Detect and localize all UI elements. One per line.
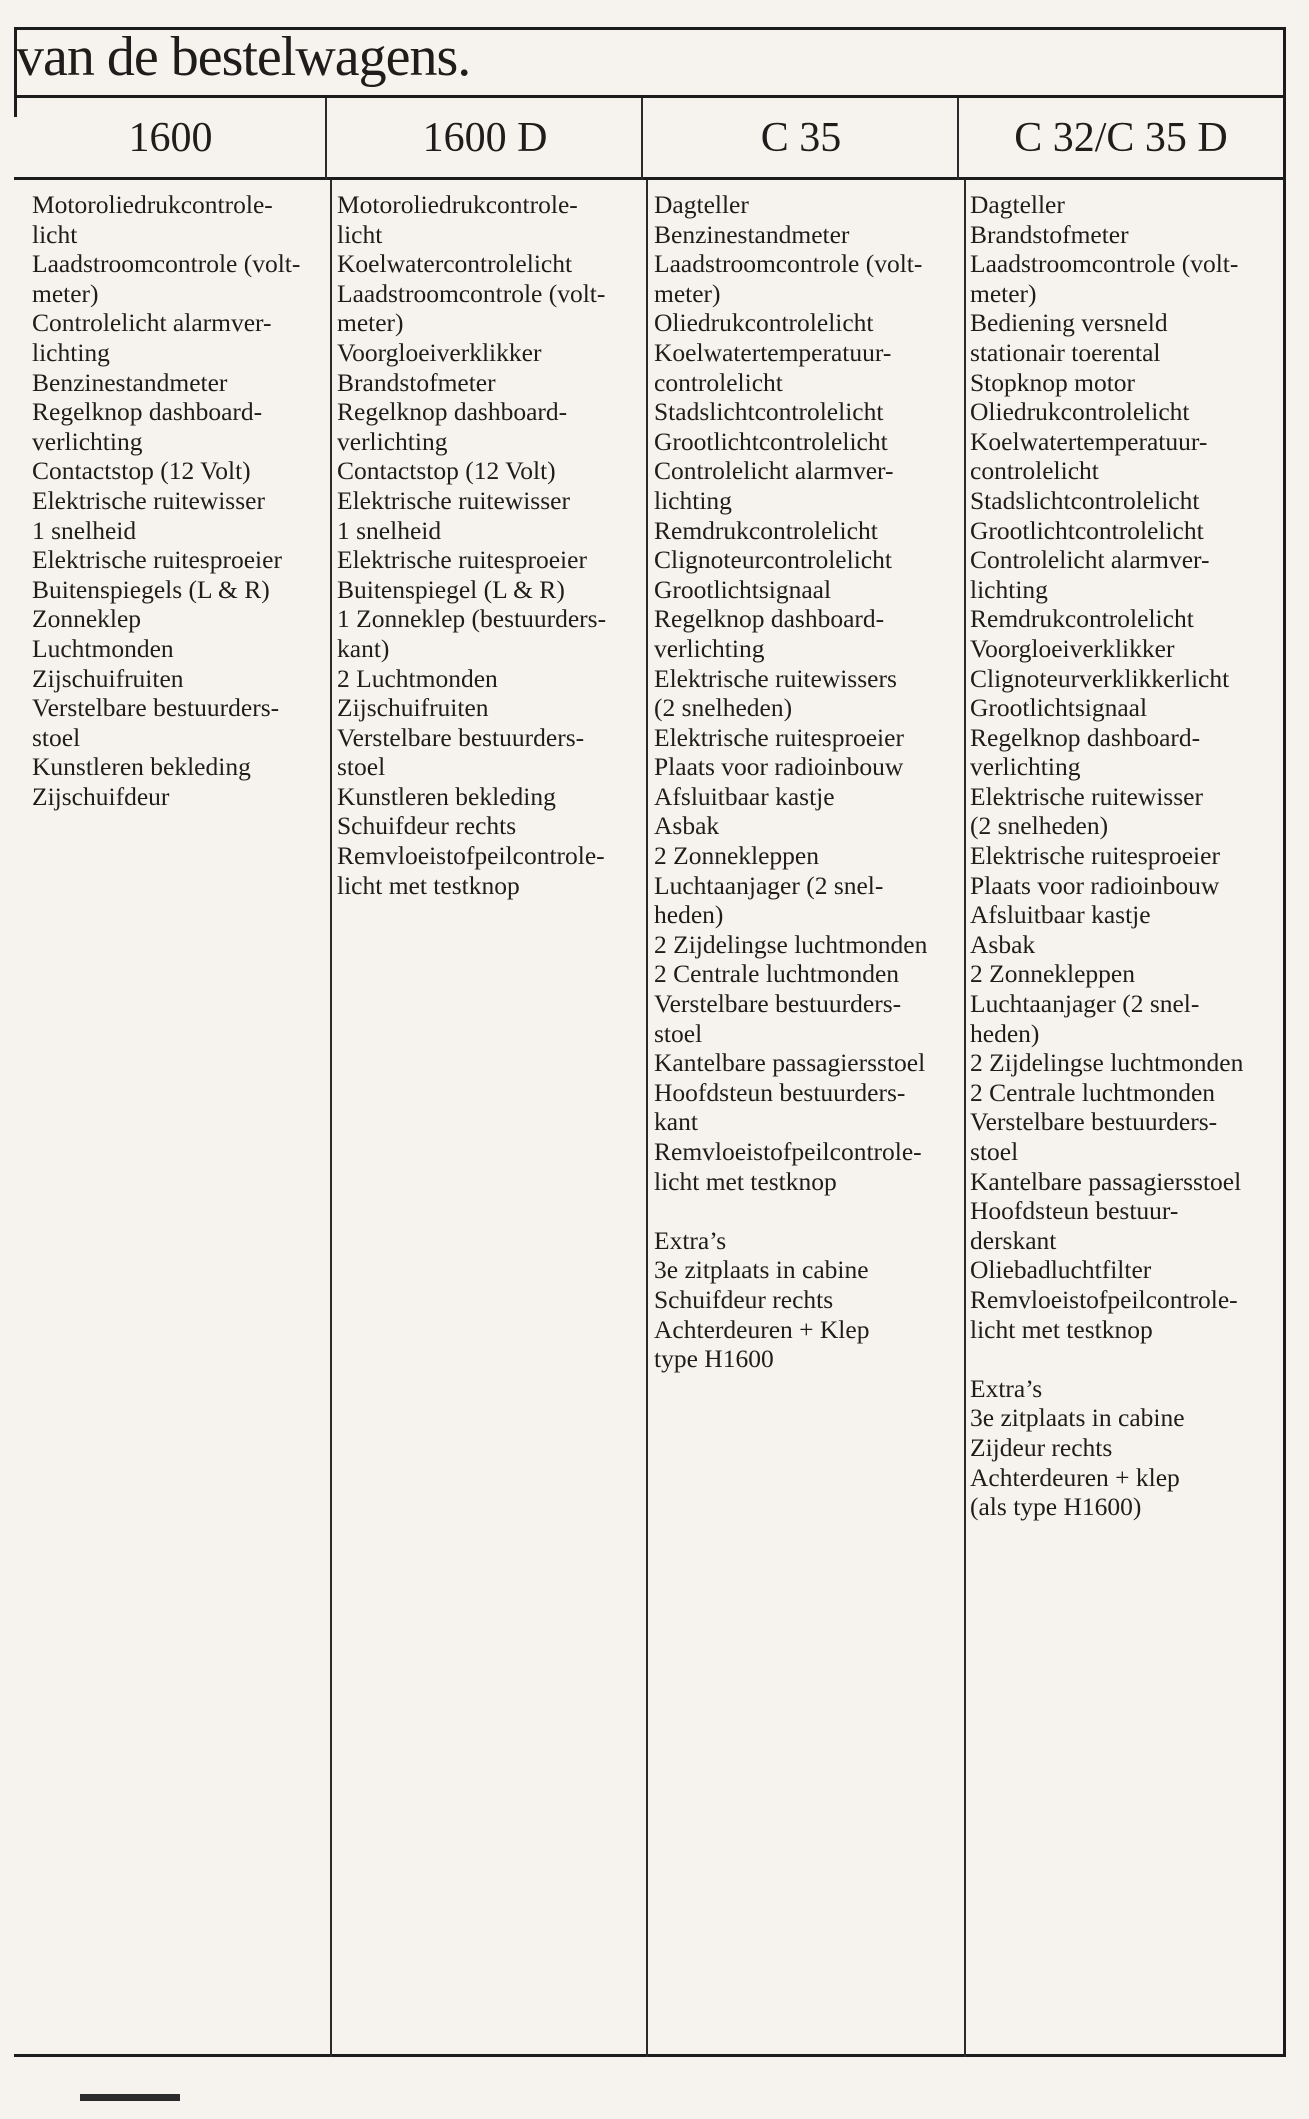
spec-item: meter) bbox=[970, 278, 1037, 308]
spec-item: Remdrukcontrolelicht bbox=[654, 515, 878, 545]
spec-item: Clignoteurverklikkerlicht bbox=[970, 663, 1230, 693]
spec-item: licht met testknop bbox=[970, 1314, 1153, 1344]
title-bar bbox=[14, 26, 1283, 98]
spec-item: heden) bbox=[654, 900, 724, 930]
spec-item: Afsluitbaar kastje bbox=[654, 781, 835, 811]
extra-item: 3e zitplaats in cabine bbox=[970, 1403, 1185, 1433]
spec-item: stoel bbox=[337, 752, 386, 782]
spec-item: stoel bbox=[654, 1018, 703, 1048]
spec-item: kant bbox=[654, 1107, 698, 1137]
column-1600d-items bbox=[337, 190, 606, 900]
spec-item: 1 snelheid bbox=[32, 515, 137, 545]
spec-item: Voorgloeiverklikker bbox=[337, 337, 542, 367]
spec-item: lichting bbox=[32, 337, 110, 367]
spec-item: Controlelicht alarmver- bbox=[654, 456, 894, 486]
column-divider bbox=[646, 180, 648, 2057]
spec-item: Laadstroomcontrole (volt- bbox=[337, 278, 606, 308]
spec-item: Oliedrukcontrolelicht bbox=[654, 308, 874, 338]
spec-item: Laadstroomcontrole (volt- bbox=[654, 249, 923, 279]
spacer bbox=[970, 1344, 1243, 1374]
spec-item: Remdrukcontrolelicht bbox=[970, 604, 1194, 634]
spec-item: Luchtmonden bbox=[32, 633, 174, 663]
spec-item: Plaats voor radioinbouw bbox=[654, 752, 904, 782]
spec-item: Buitenspiegel (L & R) bbox=[337, 574, 565, 604]
spec-item: stoel bbox=[970, 1137, 1019, 1166]
spec-item: Grootlichtcontrolelicht bbox=[970, 515, 1204, 545]
spec-item: Verstelbare bestuurders- bbox=[32, 693, 280, 723]
spec-item: Dagteller bbox=[970, 190, 1065, 219]
spec-item: Brandstofmeter bbox=[970, 219, 1129, 249]
spec-item: Remvloeistofpeilcontrole- bbox=[970, 1284, 1238, 1314]
spec-item: 2 Zonnekleppen bbox=[654, 841, 819, 871]
spec-item: Elektrische ruitesproeier bbox=[337, 545, 587, 575]
spec-item: Benzinestandmeter bbox=[654, 219, 850, 249]
spec-item: Benzinestandmeter bbox=[32, 367, 228, 397]
spec-item: Zijschuifruiten bbox=[337, 693, 489, 723]
spec-item: Kunstleren bekleding bbox=[337, 781, 556, 811]
spec-item: meter) bbox=[337, 308, 404, 338]
spec-item: licht bbox=[337, 219, 383, 249]
spec-item: stationair toerental bbox=[970, 337, 1161, 367]
spec-item: Luchtaanjager (2 snel- bbox=[970, 989, 1200, 1019]
spec-item: Voorgloeiverklikker bbox=[970, 633, 1175, 663]
extra-item: Schuifdeur rechts bbox=[654, 1284, 834, 1314]
spec-item: Buitenspiegels (L & R) bbox=[32, 574, 270, 604]
header-divider bbox=[325, 98, 327, 180]
spec-item: Verstelbare bestuurders- bbox=[654, 989, 902, 1019]
column-1600-items bbox=[32, 190, 300, 811]
spec-item: verlichting bbox=[337, 426, 448, 456]
column-c35-items bbox=[654, 190, 927, 1374]
spec-item: Oliebadluchtfilter bbox=[970, 1255, 1152, 1285]
spec-item: Schuifdeur rechts bbox=[337, 811, 517, 841]
spec-item: 2 Zijdelingse luchtmonden bbox=[654, 929, 928, 959]
extra-item: Achterdeuren + Klep bbox=[654, 1314, 870, 1344]
spacer bbox=[654, 1196, 927, 1226]
spec-item: Stopknop motor bbox=[970, 367, 1136, 397]
spec-item: Hoofdsteun bestuurders- bbox=[654, 1077, 906, 1107]
column-header-c35: C 35 bbox=[760, 114, 842, 161]
spec-item: derskant bbox=[970, 1225, 1057, 1255]
spec-item: Kantelbare passagiersstoel bbox=[970, 1166, 1242, 1196]
spec-item: 1 snelheid bbox=[337, 515, 442, 545]
spec-item: Zonneklep bbox=[32, 604, 142, 634]
extra-item: Achterdeuren + klep bbox=[970, 1462, 1180, 1492]
spec-item: Grootlichtsignaal bbox=[654, 574, 832, 604]
spec-item: Brandstofmeter bbox=[337, 367, 496, 397]
spec-item: Oliedrukcontrolelicht bbox=[970, 397, 1190, 427]
spec-item: Regelknop dashboard- bbox=[970, 722, 1201, 752]
spec-item: Luchtaanjager (2 snel- bbox=[654, 870, 884, 900]
spec-item: Motoroliedrukcontrole- bbox=[337, 190, 578, 219]
column-divider bbox=[964, 180, 966, 2057]
spec-item: Elektrische ruitewisser bbox=[32, 485, 265, 515]
spec-item: Elektrische ruitesproeier bbox=[654, 722, 904, 752]
spec-item: Grootlichtcontrolelicht bbox=[654, 426, 888, 456]
extra-item: type H1600 bbox=[654, 1344, 774, 1374]
extra-item: 3e zitplaats in cabine bbox=[654, 1255, 869, 1285]
spec-item: Koelwatercontrolelicht bbox=[337, 249, 573, 279]
spec-item: Remvloeistofpeilcontrole- bbox=[654, 1137, 922, 1166]
spec-item: Verstelbare bestuurders- bbox=[337, 722, 585, 752]
spec-item: Controlelicht alarmver- bbox=[970, 545, 1210, 575]
spec-item: Zijschuifruiten bbox=[32, 663, 184, 693]
spec-item: Kantelbare passagiersstoel bbox=[654, 1048, 926, 1078]
spec-item: meter) bbox=[654, 278, 721, 308]
spec-item: verlichting bbox=[970, 752, 1081, 782]
spec-item: stoel bbox=[32, 722, 81, 752]
spec-item: Stadslichtcontrolelicht bbox=[970, 485, 1200, 515]
spec-item: Asbak bbox=[970, 929, 1036, 959]
spec-item: Elektrische ruitewisser bbox=[970, 781, 1203, 811]
extras-heading: Extra’s bbox=[654, 1225, 727, 1255]
spec-item: (2 snelheden) bbox=[970, 811, 1109, 841]
extra-item: Zijdeur rechts bbox=[970, 1432, 1113, 1462]
footer-mark bbox=[80, 2094, 180, 2101]
spec-item: heden) bbox=[970, 1018, 1040, 1048]
spec-item: Elektrische ruitewissers bbox=[654, 663, 897, 693]
spec-item: Motoroliedrukcontrole- bbox=[32, 190, 273, 219]
spec-item: 1 Zonneklep (bestuurders- bbox=[337, 604, 607, 634]
spec-item: Controlelicht alarmver- bbox=[32, 308, 272, 338]
column-divider bbox=[330, 180, 332, 2057]
spec-item: Plaats voor radioinbouw bbox=[970, 870, 1220, 900]
spec-item: lichting bbox=[654, 485, 732, 515]
spec-item: Stadslichtcontrolelicht bbox=[654, 397, 884, 427]
spec-item: Zijschuifdeur bbox=[32, 781, 170, 811]
spec-item: Clignoteurcontrolelicht bbox=[654, 545, 892, 575]
spec-item: Verstelbare bestuurders- bbox=[970, 1107, 1218, 1137]
spec-item: verlichting bbox=[32, 426, 143, 456]
spec-item: verlichting bbox=[654, 633, 765, 663]
page-title: van de bestelwagens. bbox=[16, 26, 471, 88]
spec-item: meter) bbox=[32, 278, 99, 308]
extras-heading: Extra’s bbox=[970, 1373, 1043, 1403]
spec-item: Afsluitbaar kastje bbox=[970, 900, 1151, 930]
spec-item: 2 Zijdelingse luchtmonden bbox=[970, 1048, 1244, 1078]
spec-item: Laadstroomcontrole (volt- bbox=[32, 249, 301, 279]
spec-item: Regelknop dashboard- bbox=[654, 604, 885, 634]
spec-item: 2 Luchtmonden bbox=[337, 663, 498, 693]
header-divider bbox=[957, 98, 959, 180]
spec-item: Regelknop dashboard- bbox=[337, 397, 568, 427]
spec-item: controlelicht bbox=[970, 456, 1099, 486]
spec-item: 2 Zonnekleppen bbox=[970, 959, 1135, 989]
spec-item: Remvloeistofpeilcontrole- bbox=[337, 841, 605, 871]
header-divider bbox=[641, 98, 643, 180]
spec-item: 2 Centrale luchtmonden bbox=[970, 1077, 1216, 1107]
column-c32-c35d-items bbox=[970, 190, 1243, 1522]
spec-item: Elektrische ruitesproeier bbox=[32, 545, 282, 575]
spec-item: licht bbox=[32, 219, 78, 249]
spec-item: Contactstop (12 Volt) bbox=[337, 456, 556, 486]
spec-item: Koelwatertemperatuur- bbox=[970, 426, 1208, 456]
spec-item: Kunstleren bekleding bbox=[32, 752, 251, 782]
spec-item: Grootlichtsignaal bbox=[970, 693, 1148, 723]
header-row bbox=[14, 98, 1283, 180]
spec-item: Asbak bbox=[654, 811, 720, 841]
spec-item: Koelwatertemperatuur- bbox=[654, 337, 892, 367]
spec-item: Regelknop dashboard- bbox=[32, 397, 263, 427]
spec-item: Dagteller bbox=[654, 190, 749, 219]
spec-item: lichting bbox=[970, 574, 1048, 604]
spec-item: Contactstop (12 Volt) bbox=[32, 456, 251, 486]
extra-item: (als type H1600) bbox=[970, 1492, 1142, 1522]
spec-item: Hoofdsteun bestuur- bbox=[970, 1196, 1179, 1226]
spec-item: licht met testknop bbox=[337, 870, 520, 900]
column-header-1600d: 1600 D bbox=[422, 114, 548, 161]
spec-item: licht met testknop bbox=[654, 1166, 837, 1196]
spec-item: Elektrische ruitesproeier bbox=[970, 841, 1220, 871]
spec-item: controlelicht bbox=[654, 367, 783, 397]
spec-item: Bediening versneld bbox=[970, 308, 1168, 338]
column-header-c32-c35d: C 32/C 35 D bbox=[1014, 114, 1228, 161]
spec-item: Elektrische ruitewisser bbox=[337, 485, 570, 515]
spec-item: 2 Centrale luchtmonden bbox=[654, 959, 900, 989]
spec-item: Laadstroomcontrole (volt- bbox=[970, 249, 1239, 279]
column-header-1600: 1600 bbox=[128, 114, 213, 161]
spec-item: kant) bbox=[337, 633, 390, 663]
spec-item: (2 snelheden) bbox=[654, 693, 793, 723]
